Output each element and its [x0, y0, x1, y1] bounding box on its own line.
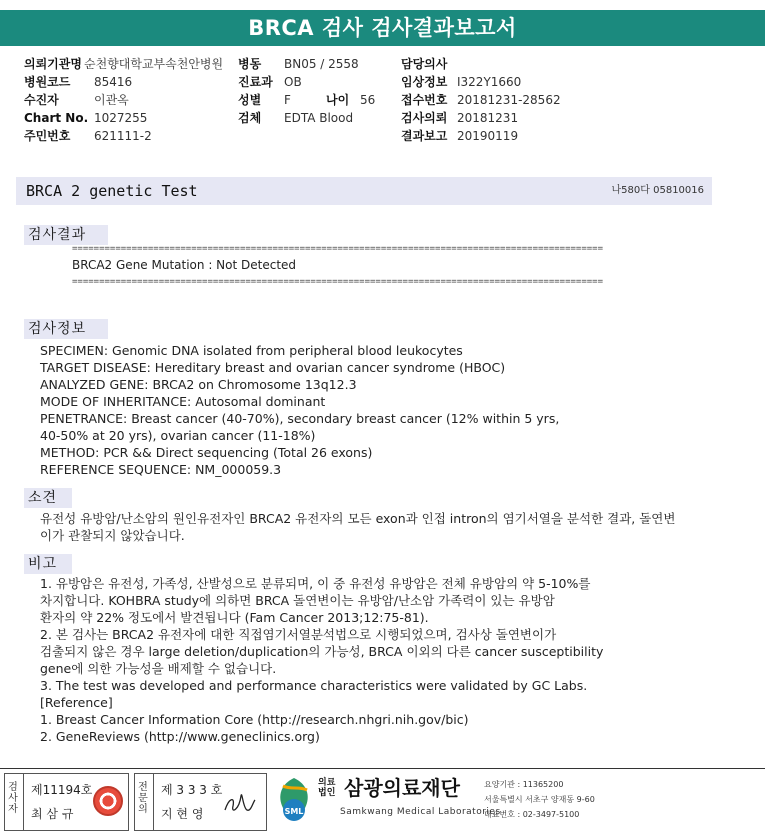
info-row-ward: 병동 BN05 / 2558: [238, 57, 359, 71]
sml-logo-icon: [273, 776, 315, 824]
specialist-name: 지 현 영: [161, 807, 204, 821]
info-row-sex-age: 성별 F 나이 56: [238, 93, 376, 107]
info-row-department: 진료과 OB: [238, 75, 302, 89]
info-column-1: [24, 55, 223, 145]
info-line: MODE OF INHERITANCE: Autosomal dominant: [40, 394, 326, 409]
info-row-report-date: 결과보고 20190119: [401, 129, 519, 143]
info-row-receipt-no: 접수번호 20181231-28562: [401, 93, 561, 107]
test-code: 나580다 05810016: [611, 185, 704, 196]
opinion-line: 유전성 유방암/난소암의 원인유전자인 BRCA2 유전자의 모든 exon과 인접 intron의 염기서열을 분석한 결과, 돌연변: [40, 511, 676, 526]
info-line: TARGET DISEASE: Hereditary breast and ovarian cancer syndrome (HBOC): [40, 360, 506, 375]
opinion-heading: 소견: [24, 488, 72, 508]
info-column-2: [238, 55, 375, 127]
result-text: BRCA2 Gene Mutation : Not Detected: [72, 258, 297, 272]
info-line: PENETRANCE: Breast cancer (40-70%), secondary breast cancer (12% within 5 yrs,: [40, 411, 560, 426]
org-info-address: 서울특별시 서초구 양재동 9-60: [484, 795, 595, 804]
info-row-clinical-info: 임상정보 I322Y1660: [401, 75, 522, 89]
examiner-label: 검 사 자: [8, 782, 18, 815]
report-title: BRCA 검사 검사결과보고서: [0, 10, 765, 46]
remark-line: 차지합니다. KOHBRA study에 의하면 BRCA 돌연변이는 유방암/난소암 가족력이 있는 유방암: [40, 593, 555, 608]
examiner-seal: [93, 786, 123, 816]
examiner-name: 최 삼 규: [31, 807, 74, 821]
org-name: 삼광의료재단: [344, 776, 460, 800]
remark-line: gene에 의한 가능성을 배제할 수 없습니다.: [40, 661, 277, 676]
remark-line: 검출되지 않은 경우 large deletion/duplication의 가능성, BRCA 이외의 다른 cancer susceptibility: [40, 644, 604, 659]
org-prefix: 의료법인: [318, 778, 336, 798]
info-row-hospital-code: 병원코드 85416: [24, 75, 133, 89]
specialist-signature: [221, 788, 259, 818]
info-row-specimen: 검체 EDTA Blood: [238, 111, 354, 125]
info-line: SPECIMEN: Genomic DNA isolated from peripheral blood leukocytes: [40, 343, 463, 358]
info-row-institution: 의뢰기관명 순천향대학교부속천안병원: [24, 57, 224, 71]
info-row-chart-no: Chart No. 1027255: [24, 111, 148, 125]
remark-line: 1. 유방암은 유전성, 가족성, 산발성으로 분류되며, 이 중 유전성 유방암은 전체 유방암의 약 5-10%를: [40, 576, 591, 591]
signature-box-specialist: [134, 773, 267, 831]
remark-line: 1. Breast Cancer Information Core (http://research.nhgri.nih.gov/bic): [40, 712, 469, 727]
info-line: 40-50% at 20 yrs), ovarian cancer (11-18%): [40, 428, 316, 443]
test-title-bar: [16, 177, 712, 205]
info-row-request-date: 검사의뢰 20181231: [401, 111, 519, 125]
result-separator-top: ==================================================================================================: [72, 244, 604, 254]
examiner-license: 제11194호: [31, 783, 93, 797]
info-section-heading: 검사정보: [24, 319, 108, 339]
result-separator-bottom: ==================================================================================================: [72, 277, 604, 287]
sig-divider: [23, 774, 24, 830]
info-line: REFERENCE SEQUENCE: NM_000059.3: [40, 462, 282, 477]
org-info-phone: 대표번호 : 02-3497-5100: [484, 810, 580, 819]
info-row-patient: 수진자 이관옥: [24, 93, 129, 107]
info-line: ANALYZED GENE: BRCA2 on Chromosome 13q12.3: [40, 377, 357, 392]
footer-divider: [0, 768, 765, 769]
result-heading: 검사결과: [24, 225, 108, 245]
info-row-doctor: 담당의사: [401, 57, 448, 71]
signature-box-examiner: [4, 773, 129, 831]
info-row-resident-no: 주민번호 621111-2: [24, 129, 152, 143]
org-subtitle: Samkwang Medical Laboratories: [340, 807, 501, 817]
sig-divider: [153, 774, 154, 830]
remark-line: 2. GeneReviews (http://www.geneclinics.org): [40, 729, 320, 744]
svg-text:SML: SML: [284, 807, 304, 816]
test-title: BRCA 2 genetic Test: [26, 182, 198, 200]
specialist-label: 전 문 의: [138, 782, 148, 815]
remarks-heading: 비고: [24, 554, 72, 574]
opinion-line: 이가 관찰되지 않았습니다.: [40, 528, 185, 543]
info-line: METHOD: PCR && Direct sequencing (Total 26 exons): [40, 445, 373, 460]
info-column-3: [401, 55, 561, 145]
org-info-code: 요양기관 : 11365200: [484, 780, 564, 789]
specialist-license: 제 3 3 3 호: [161, 783, 223, 797]
remark-line: 2. 본 검사는 BRCA2 유전자에 대한 직접염기서열분석법으로 시행되었으며, 검사상 돌연변이가: [40, 627, 557, 642]
remark-line: 환자의 약 22% 정도에서 발견됩니다 (Fam Cancer 2013;12:75-81).: [40, 610, 429, 625]
remark-line: 3. The test was developed and performance characteristics were validated by GC Labs.: [40, 678, 588, 693]
remark-line: [Reference]: [40, 695, 113, 710]
